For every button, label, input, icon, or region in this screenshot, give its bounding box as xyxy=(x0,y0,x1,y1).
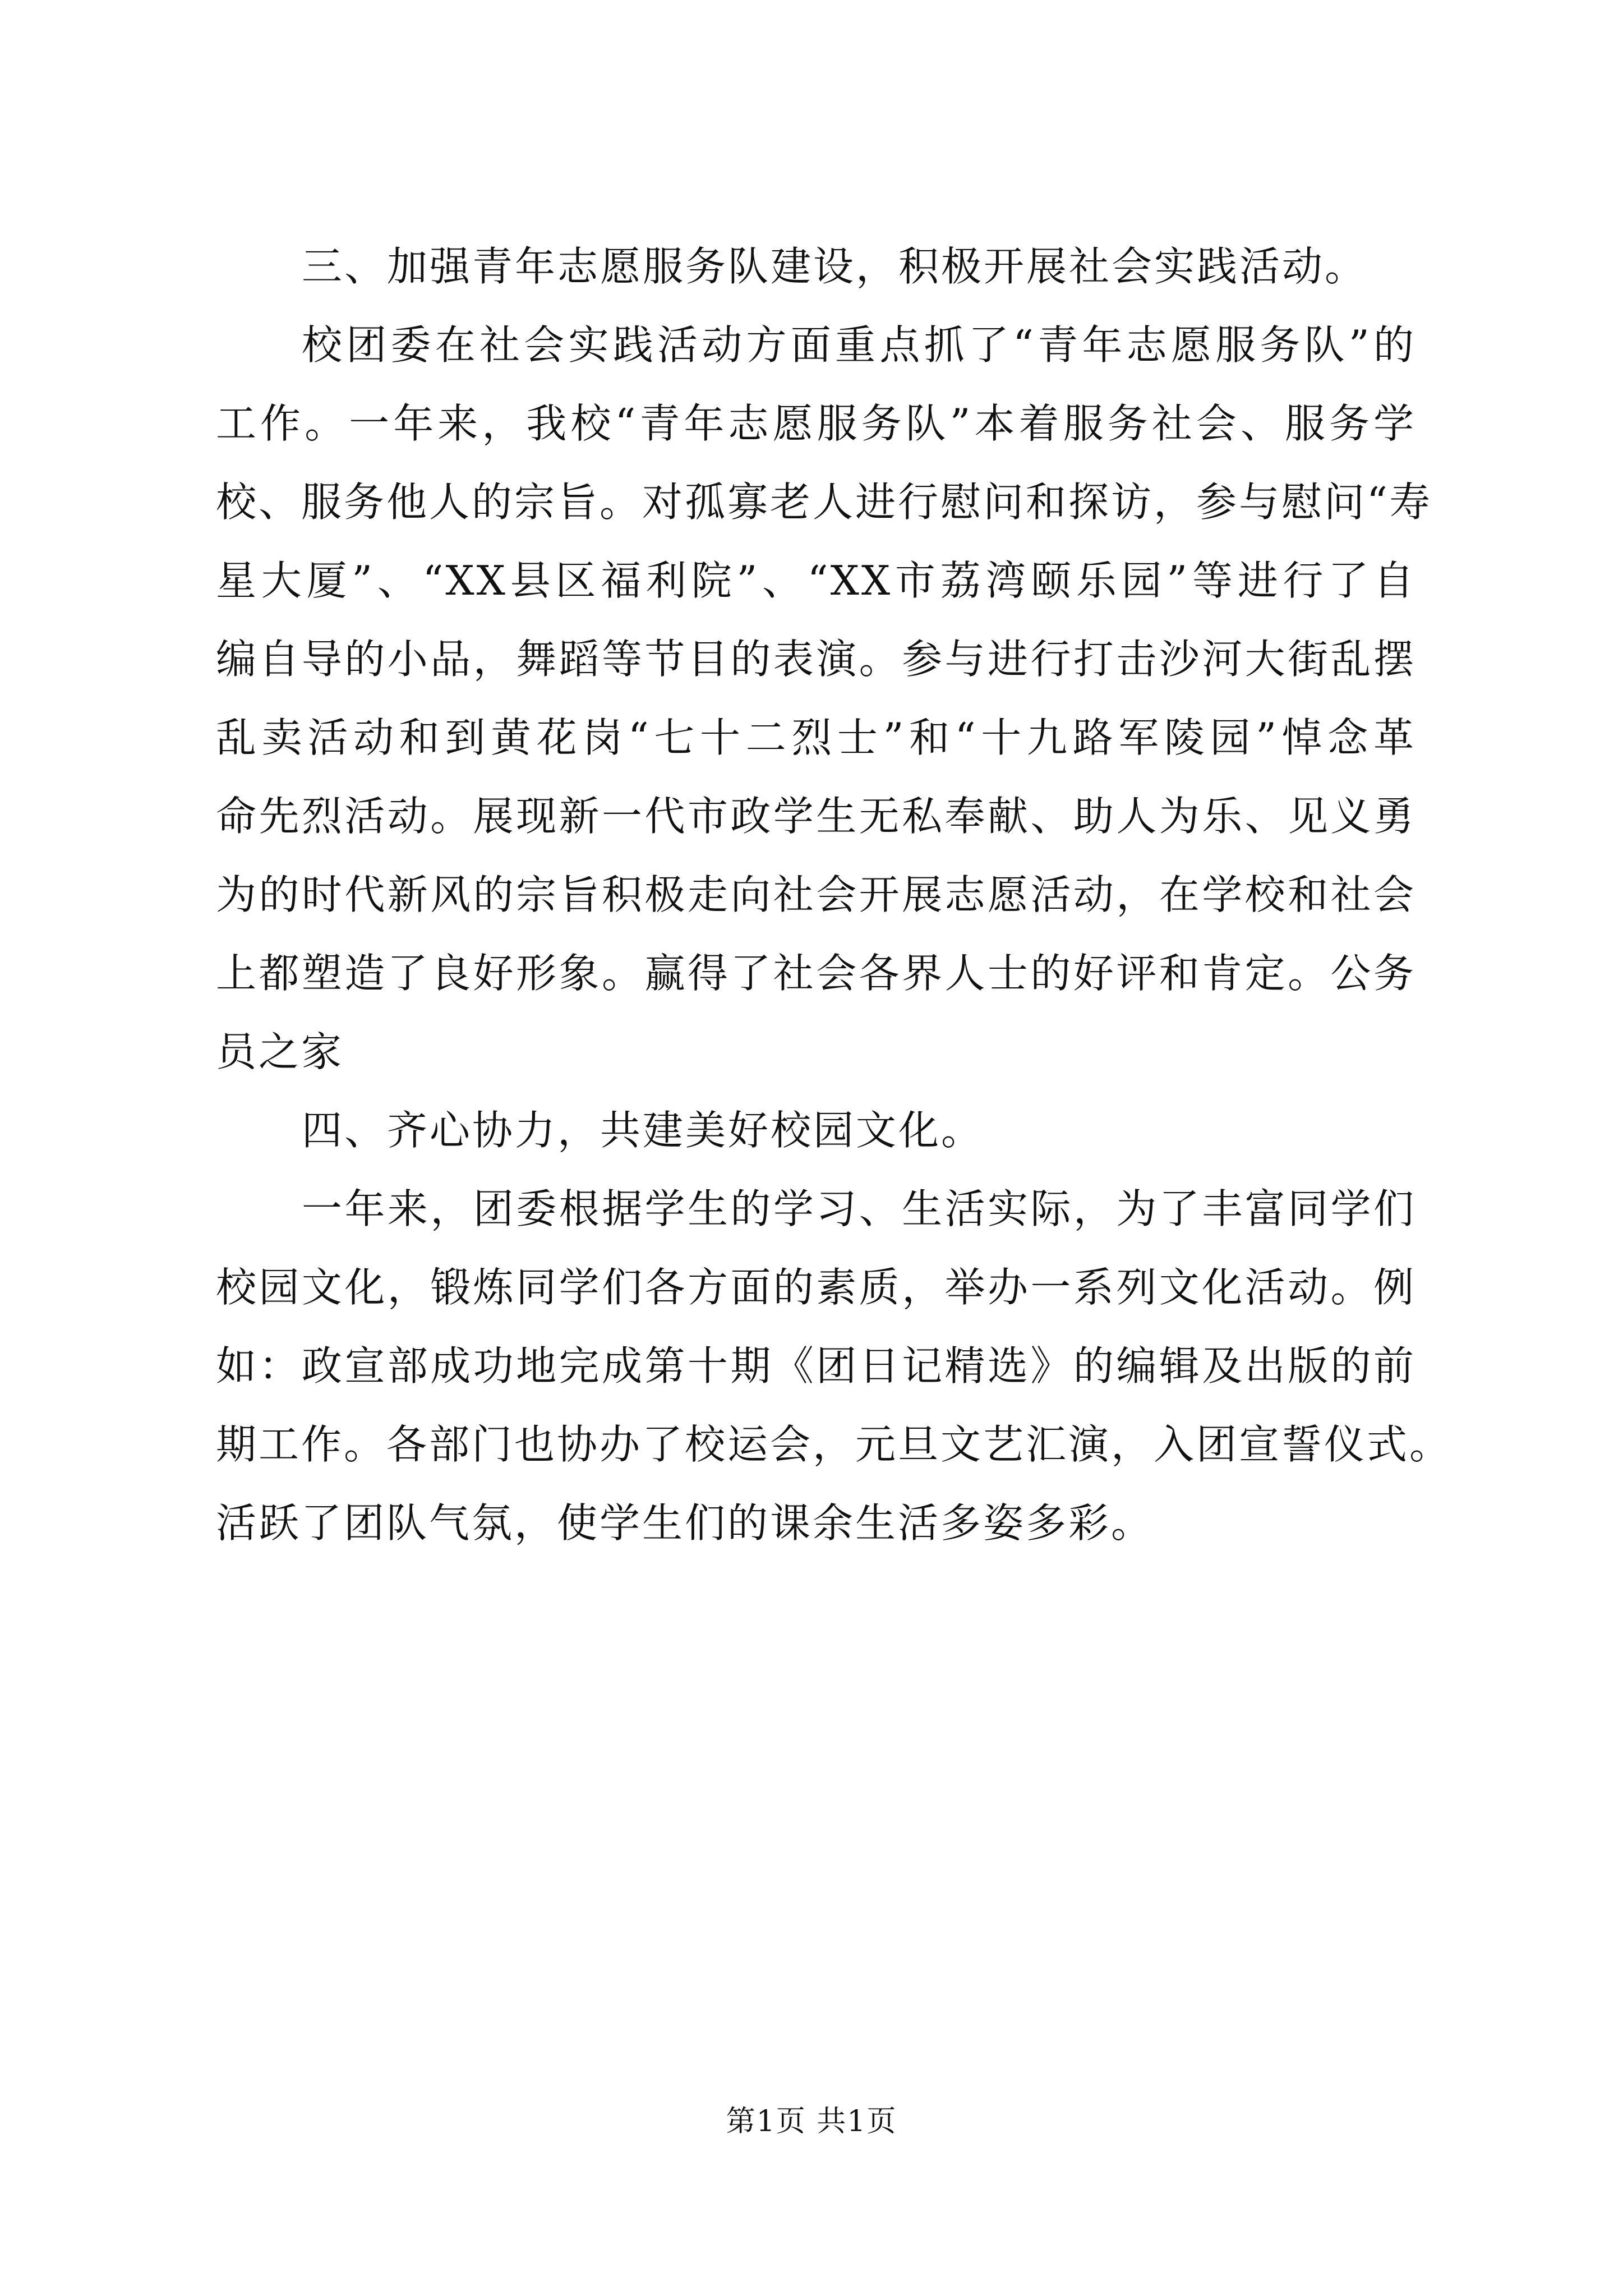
page-number-footer: 第1页 共1页 xyxy=(726,2105,897,2138)
section-3-heading: 三、加强青年志愿服务队建设，积极开展社会实践活动。 xyxy=(302,243,1368,290)
section-4-line: 期工作。各部门也协办了校运会，元旦文艺汇演，入团宣誓仪式。 xyxy=(216,1421,1453,1468)
section-3-line: 乱卖活动和到黄花岗“七十二烈士”和“十九路军陵园”悼念革 xyxy=(216,714,1416,761)
section-4-line: 如：政宣部成功地完成第十期《团日记精选》的编辑及出版的前 xyxy=(216,1342,1416,1389)
section-4-line: 校园文化，锻炼同学们各方面的素质，举办一系列文化活动。例 xyxy=(216,1264,1416,1311)
section-3-line: 星大厦”、“XX县区福利院”、“XX市荔湾颐乐园”等进行了自 xyxy=(216,557,1416,604)
section-3-line: 校、服务他人的宗旨。对孤寡老人进行慰问和探访，参与慰问“寿 xyxy=(216,478,1432,526)
section-3-line: 编自导的小品，舞蹈等节目的表演。参与进行打击沙河大街乱摆 xyxy=(216,636,1416,683)
section-3-line: 命先烈活动。展现新一代市政学生无私奉献、助人为乐、见义勇 xyxy=(216,793,1416,840)
section-4-line: 一年来，团委根据学生的学习、生活实际，为了丰富同学们 xyxy=(302,1185,1416,1232)
section-3-line: 员之家 xyxy=(216,1028,344,1075)
section-3-line: 为的时代新风的宗旨积极走向社会开展志愿活动，在学校和社会 xyxy=(216,871,1416,918)
section-3-line: 上都塑造了良好形象。赢得了社会各界人士的好评和肯定。公务 xyxy=(216,950,1416,997)
section-4-line: 活跃了团队气氛，使学生们的课余生活多姿多彩。 xyxy=(216,1499,1154,1547)
section-4-heading: 四、齐心协力，共建美好校园文化。 xyxy=(302,1107,984,1154)
section-3-line: 工作。一年来，我校“青年志愿服务队”本着服务社会、服务学 xyxy=(216,400,1416,447)
section-3-line: 校团委在社会实践活动方面重点抓了“青年志愿服务队”的 xyxy=(302,321,1416,369)
